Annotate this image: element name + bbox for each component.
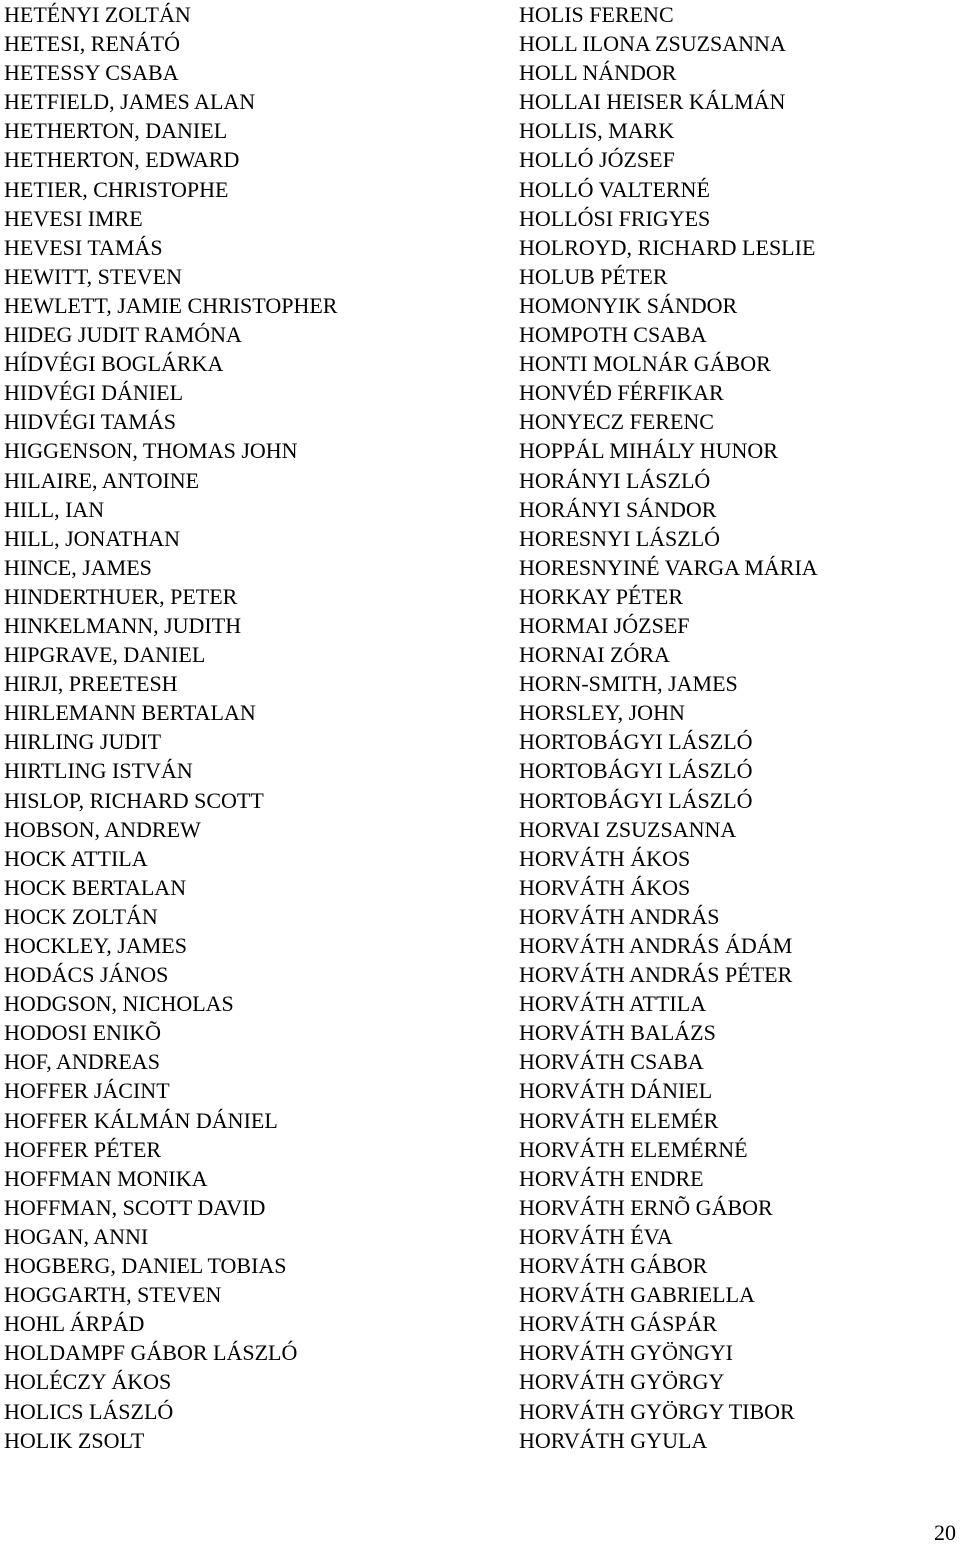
name-entry: HOLUB PÉTER bbox=[519, 263, 668, 289]
name-entry: HORVÁTH CSABA bbox=[519, 1049, 704, 1075]
name-entry: HIPGRAVE, DANIEL bbox=[4, 642, 206, 668]
name-entry: HEVESI IMRE bbox=[4, 205, 143, 231]
name-entry: HORÁNYI SÁNDOR bbox=[519, 496, 717, 522]
name-entry: HETESI, RENÁTÓ bbox=[4, 31, 180, 57]
name-entry: HIGGENSON, THOMAS JOHN bbox=[4, 438, 298, 464]
name-entry: HORVÁTH ANDRÁS PÉTER bbox=[519, 962, 793, 988]
name-entry: HINDERTHUER, PETER bbox=[4, 583, 238, 609]
name-entry: HORVÁTH ATTILA bbox=[519, 991, 707, 1017]
name-entry: HOLROYD, RICHARD LESLIE bbox=[519, 234, 816, 260]
name-entry: HISLOP, RICHARD SCOTT bbox=[4, 787, 264, 813]
name-entry: HEWITT, STEVEN bbox=[4, 263, 182, 289]
name-entry: HOF, ANDREAS bbox=[4, 1049, 160, 1075]
name-entry: HILL, JONATHAN bbox=[4, 525, 180, 551]
name-entry: HIDVÉGI TAMÁS bbox=[4, 409, 176, 435]
name-column-left bbox=[4, 0, 337, 1455]
name-entry: HOCK ATTILA bbox=[4, 845, 148, 871]
name-entry: HORTOBÁGYI LÁSZLÓ bbox=[519, 787, 753, 813]
name-entry: HORVÁTH ENDRE bbox=[519, 1165, 704, 1191]
name-entry: HOMPOTH CSABA bbox=[519, 322, 707, 348]
name-entry: HIDEG JUDIT RAMÓNA bbox=[4, 322, 242, 348]
name-entry: HIDVÉGI DÁNIEL bbox=[4, 380, 184, 406]
name-entry: HORVÁTH ÁKOS bbox=[519, 874, 691, 900]
name-entry: HOLÉCZY ÁKOS bbox=[4, 1369, 172, 1395]
name-entry: HORVÁTH ANDRÁS bbox=[519, 903, 720, 929]
name-entry: HOLLÓ JÓZSEF bbox=[519, 147, 675, 173]
name-entry: HETHERTON, EDWARD bbox=[4, 147, 240, 173]
name-entry: HOLIS FERENC bbox=[519, 2, 674, 27]
name-entry: HOBSON, ANDREW bbox=[4, 816, 201, 842]
page-number: 20 bbox=[934, 1520, 956, 1545]
name-entry: HOCK ZOLTÁN bbox=[4, 903, 158, 929]
name-entry: HORÁNYI LÁSZLÓ bbox=[519, 467, 711, 493]
name-entry: HOGAN, ANNI bbox=[4, 1223, 149, 1249]
name-entry: HORVÁTH ELEMÉRNÉ bbox=[519, 1136, 748, 1162]
name-entry: HODOSI ENIKÕ bbox=[4, 1020, 162, 1046]
name-entry: HORVÁTH ÉVA bbox=[519, 1223, 673, 1249]
name-entry: HORN-SMITH, JAMES bbox=[519, 671, 738, 697]
name-entry: HORVÁTH ÁKOS bbox=[519, 845, 691, 871]
name-entry: HOLLIS, MARK bbox=[519, 118, 675, 144]
name-entry: HOFFER JÁCINT bbox=[4, 1078, 170, 1104]
name-entry: HORVÁTH GABRIELLA bbox=[519, 1282, 755, 1308]
name-entry: HORVÁTH DÁNIEL bbox=[519, 1078, 713, 1104]
name-entry: HILAIRE, ANTOINE bbox=[4, 467, 200, 493]
name-entry: HODGSON, NICHOLAS bbox=[4, 991, 234, 1017]
name-column-right bbox=[519, 0, 818, 1455]
name-entry: HORVÁTH GYÖRGY bbox=[519, 1369, 725, 1395]
name-entry: HOFFER KÁLMÁN DÁNIEL bbox=[4, 1107, 278, 1133]
name-entry: HOFFER PÉTER bbox=[4, 1136, 162, 1162]
name-entry: HONVÉD FÉRFIKAR bbox=[519, 380, 724, 406]
name-entry: HORVÁTH BALÁZS bbox=[519, 1020, 716, 1046]
name-entry: HOLLÓ VALTERNÉ bbox=[519, 176, 710, 202]
name-entry: HORSLEY, JOHN bbox=[519, 700, 685, 726]
name-entry: HORVÁTH GYÖNGYI bbox=[519, 1340, 733, 1366]
name-entry: HIRLING JUDIT bbox=[4, 729, 162, 755]
name-entry: HORTOBÁGYI LÁSZLÓ bbox=[519, 729, 753, 755]
name-entry: HODÁCS JÁNOS bbox=[4, 962, 169, 988]
name-entry: HORVÁTH ERNÕ GÁBOR bbox=[519, 1194, 773, 1220]
name-entry: HORVÁTH ELEMÉR bbox=[519, 1107, 719, 1133]
name-entry: HEVESI TAMÁS bbox=[4, 234, 163, 260]
name-entry: HOLDAMPF GÁBOR LÁSZLÓ bbox=[4, 1340, 298, 1366]
name-entry: HORMAI JÓZSEF bbox=[519, 612, 690, 638]
name-entry: HOCKLEY, JAMES bbox=[4, 933, 187, 958]
name-entry: HORVÁTH GYULA bbox=[519, 1427, 708, 1453]
name-entry: HORVAI ZSUZSANNA bbox=[519, 816, 737, 842]
name-entry: HÍDVÉGI BOGLÁRKA bbox=[4, 351, 224, 377]
name-entry: HETHERTON, DANIEL bbox=[4, 118, 228, 144]
name-entry: HETFIELD, JAMES ALAN bbox=[4, 89, 256, 115]
name-entry: HETÉNYI ZOLTÁN bbox=[4, 2, 191, 27]
name-entry: HORESNYI LÁSZLÓ bbox=[519, 525, 721, 551]
name-entry: HORKAY PÉTER bbox=[519, 583, 684, 609]
name-entry: HOMONYIK SÁNDOR bbox=[519, 292, 738, 318]
name-entry: HORVÁTH GYÖRGY TIBOR bbox=[519, 1398, 795, 1424]
name-entry: HEWLETT, JAMIE CHRISTOPHER bbox=[4, 292, 338, 318]
name-entry: HOGGARTH, STEVEN bbox=[4, 1282, 222, 1308]
name-entry: HORNAI ZÓRA bbox=[519, 642, 670, 668]
name-entry: HINKELMANN, JUDITH bbox=[4, 612, 242, 638]
name-entry: HIRTLING ISTVÁN bbox=[4, 758, 193, 784]
name-entry: HOLL NÁNDOR bbox=[519, 60, 677, 86]
name-entry: HOLL ILONA ZSUZSANNA bbox=[519, 31, 786, 57]
name-entry: HORTOBÁGYI LÁSZLÓ bbox=[519, 758, 753, 784]
name-entry: HOPPÁL MIHÁLY HUNOR bbox=[519, 438, 778, 464]
name-entry: HOLIK ZSOLT bbox=[4, 1427, 145, 1453]
name-entry: HOLLAI HEISER KÁLMÁN bbox=[519, 89, 786, 115]
name-entry: HETIER, CHRISTOPHE bbox=[4, 176, 229, 202]
name-entry: HIRLEMANN BERTALAN bbox=[4, 700, 256, 726]
name-entry: HONYECZ FERENC bbox=[519, 409, 714, 435]
name-entry: HONTI MOLNÁR GÁBOR bbox=[519, 351, 771, 377]
name-entry: HOLLÓSI FRIGYES bbox=[519, 205, 711, 231]
name-entry: HOFFMAN, SCOTT DAVID bbox=[4, 1194, 266, 1220]
name-entry: HOCK BERTALAN bbox=[4, 874, 187, 900]
name-entry: HORVÁTH GÁBOR bbox=[519, 1253, 708, 1279]
name-entry: HOFFMAN MONIKA bbox=[4, 1165, 208, 1191]
name-entry: HORESNYINÉ VARGA MÁRIA bbox=[519, 554, 818, 580]
name-entry: HINCE, JAMES bbox=[4, 554, 152, 580]
name-entry: HETESSY CSABA bbox=[4, 60, 179, 86]
name-entry: HORVÁTH ANDRÁS ÁDÁM bbox=[519, 933, 793, 958]
name-entry: HIRJI, PREETESH bbox=[4, 671, 178, 697]
name-entry: HORVÁTH GÁSPÁR bbox=[519, 1311, 718, 1337]
name-entry: HOGBERG, DANIEL TOBIAS bbox=[4, 1253, 287, 1279]
name-entry: HOLICS LÁSZLÓ bbox=[4, 1398, 174, 1424]
name-entry: HILL, IAN bbox=[4, 496, 105, 522]
name-entry: HOHL ÁRPÁD bbox=[4, 1311, 145, 1337]
